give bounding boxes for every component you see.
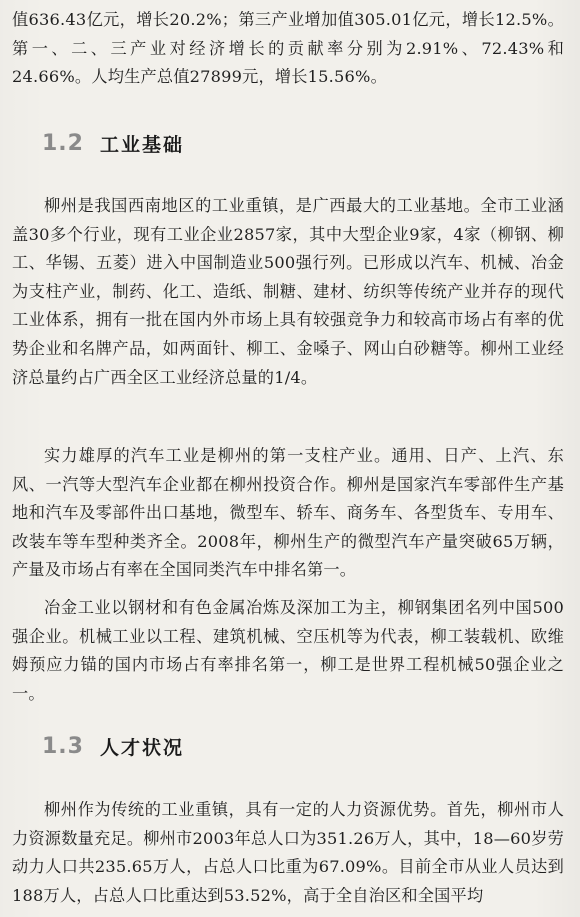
- paragraph-industry-overview: 柳州是我国西南地区的工业重镇，是广西最大的工业基地。全市工业涵盖30多个行业，现有工业企业2857家，其中大型企业9家，4家（柳钢、柳工、华锡、五菱）进入中国制造业500强行列。已形成以汽车、机械、冶金为支柱产业，制药、化工、造纸、制糖、建材、纺织等传统产业并存的现代工业体系，拥有一批在国内外市场上具有较强竞争力和较高市场占有率的优势企业和名牌产品，如两面针、柳工、金嗓子、网山白砂糖等。柳州工业经济总量约占广西全区工业经济总量的1/4。: [12, 196, 564, 387]
- section-number: 1.2: [42, 130, 84, 156]
- section-title: 人才状况: [99, 736, 184, 759]
- paragraph-metallurgy-machinery: 冶金工业以钢材和有色金属冶炼及深加工为主，柳钢集团名列中国500强企业。机械工业以工程、建筑机械、空压机等为代表，柳工装载机、欧维姆预应力锚的国内市场占有率排名第一，柳工是世界工程机械50强企业之一。: [12, 598, 564, 703]
- section-number: 1.3: [42, 733, 84, 759]
- paragraph-economy-summary: 值636.43亿元，增长20.2%；第三产业增加值305.01亿元，增长12.5%。第一、二、三产业对经济增长的贡献率分别为2.91%、72.43%和24.66%。人均生产总值27899元，增长15.56%。: [12, 10, 564, 87]
- paragraph-auto-industry: 实力雄厚的汽车工业是柳州的第一支柱产业。通用、日产、上汽、东风、一汽等大型汽车企业都在柳州投资合作。柳州是国家汽车零部件生产基地和汽车及零部件出口基地，微型车、轿车、商务车、各型货车、专用车、改装车等车型种类齐全。2008年，柳州生产的微型汽车产量突破65万辆，产量及市场占有率在全国同类汽车中排名第一。: [12, 446, 564, 580]
- section-heading-talent: [42, 731, 184, 761]
- section-title: 工业基础: [99, 133, 184, 156]
- paragraph-human-resources: 柳州作为传统的工业重镇，具有一定的人力资源优势。首先，柳州市人力资源数量充足。柳州市2003年总人口为351.26万人，其中，18—60岁劳动力人口共235.65万人，占总人口比重为67.09%。目前全市从业人员达到188万人，占总人口比重达到53.52%，高于全自治区和全国平均: [12, 800, 564, 905]
- section-heading-industry: [42, 128, 184, 158]
